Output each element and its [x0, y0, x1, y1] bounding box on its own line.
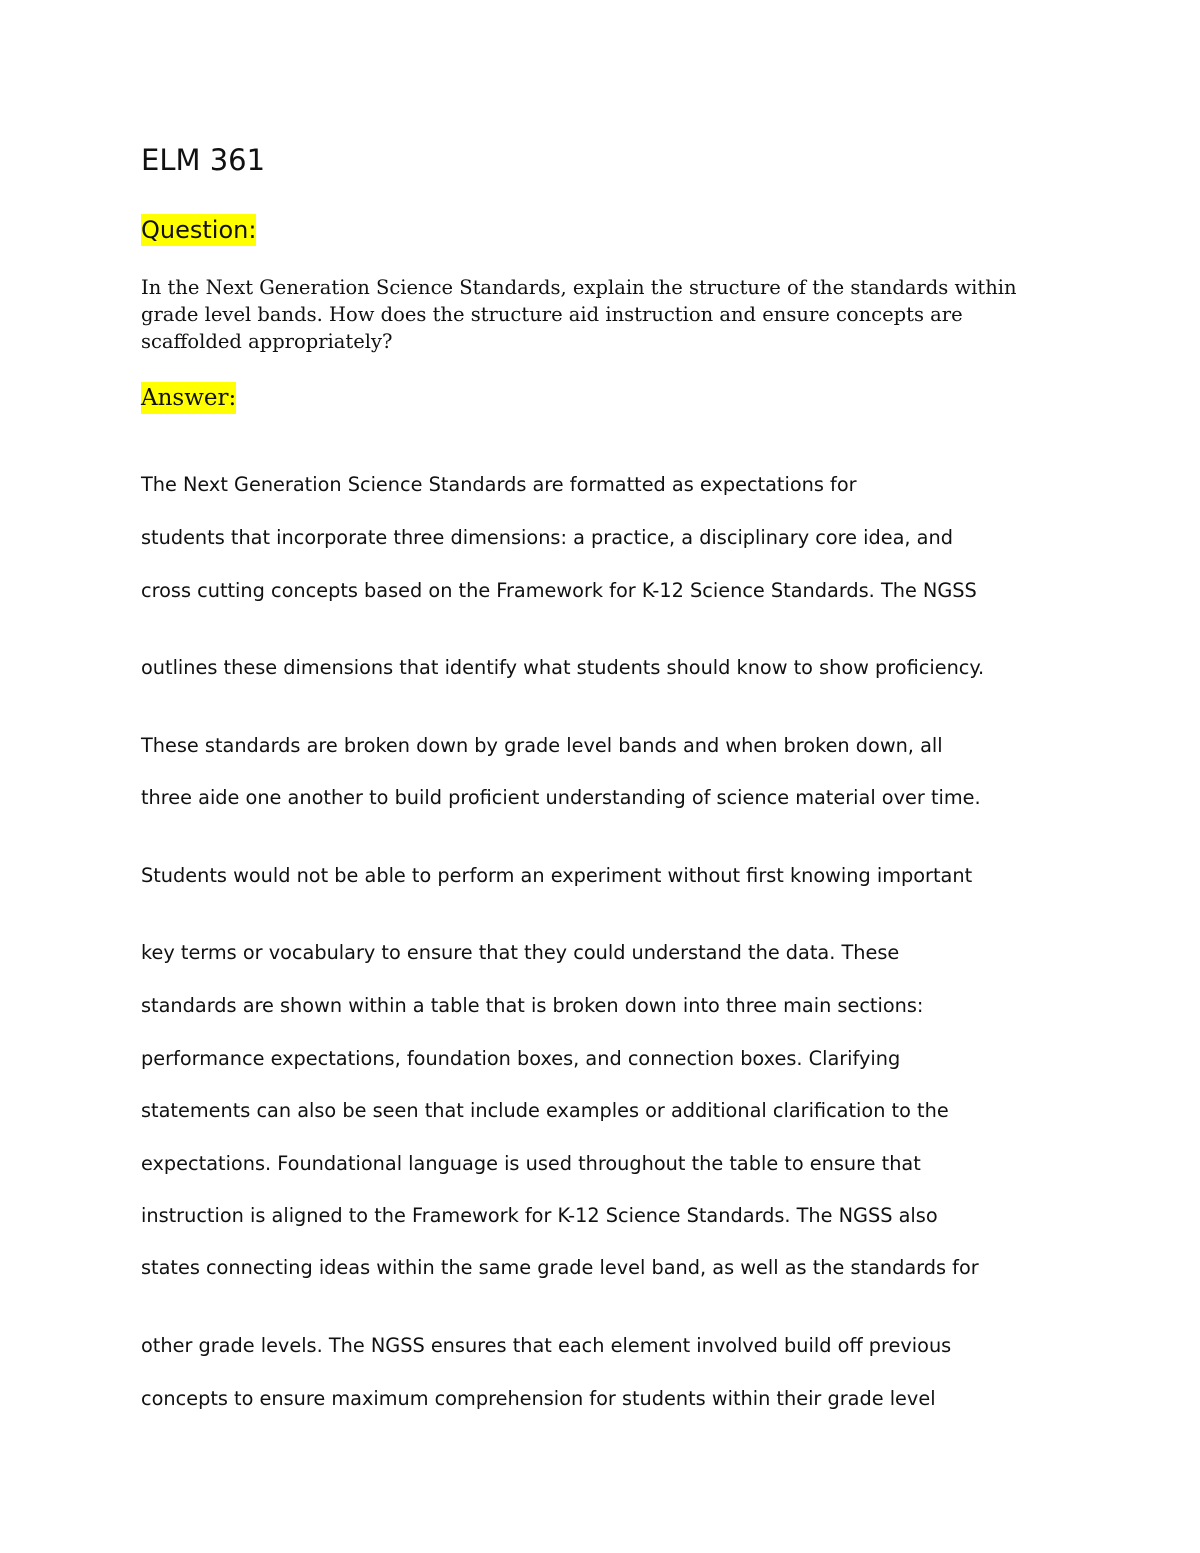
answer-heading	[141, 382, 236, 414]
answer-line: statements can also be seen that include examples or additional clarification to the	[141, 1099, 949, 1122]
answer-line: three aide one another to build proficient understanding of science material over time.	[141, 786, 981, 809]
answer-line: instruction is aligned to the Framework for K-12 Science Standards. The NGSS also	[141, 1204, 938, 1227]
question-label-highlight: Question:	[141, 216, 257, 244]
answer-line: The Next Generation Science Standards are formatted as expectations for	[141, 473, 857, 496]
answer-line: key terms or vocabulary to ensure that they could understand the data. These	[141, 941, 900, 964]
answer-line: concepts to ensure maximum comprehension for students within their grade level	[141, 1387, 936, 1410]
answer-line: performance expectations, foundation boxes, and connection boxes. Clarifying	[141, 1047, 901, 1070]
answer-line: standards are shown within a table that is broken down into three main sections:	[141, 994, 924, 1017]
answer-label-highlight: Answer:	[141, 382, 236, 414]
document-title: ELM 361	[141, 143, 266, 177]
answer-line: expectations. Foundational language is used throughout the table to ensure that	[141, 1152, 921, 1175]
answer-line: These standards are broken down by grade level bands and when broken down, all	[141, 734, 943, 757]
question-text: In the Next Generation Science Standards, explain the structure of the standards within grade level bands. How does the structure aid instruction and ensure concepts are scaffolded appropriately?	[141, 276, 1017, 353]
answer-line: outlines these dimensions that identify what students should know to show proficiency.	[141, 656, 985, 679]
answer-line: Students would not be able to perform an experiment without first knowing important	[141, 864, 973, 887]
answer-line: cross cutting concepts based on the Framework for K-12 Science Standards. The NGSS	[141, 579, 977, 602]
question-heading	[141, 214, 256, 246]
answer-line: states connecting ideas within the same grade level band, as well as the standards for	[141, 1256, 979, 1279]
answer-line: other grade levels. The NGSS ensures that each element involved build off previous	[141, 1334, 952, 1357]
answer-line: students that incorporate three dimensions: a practice, a disciplinary core idea, and	[141, 526, 953, 549]
